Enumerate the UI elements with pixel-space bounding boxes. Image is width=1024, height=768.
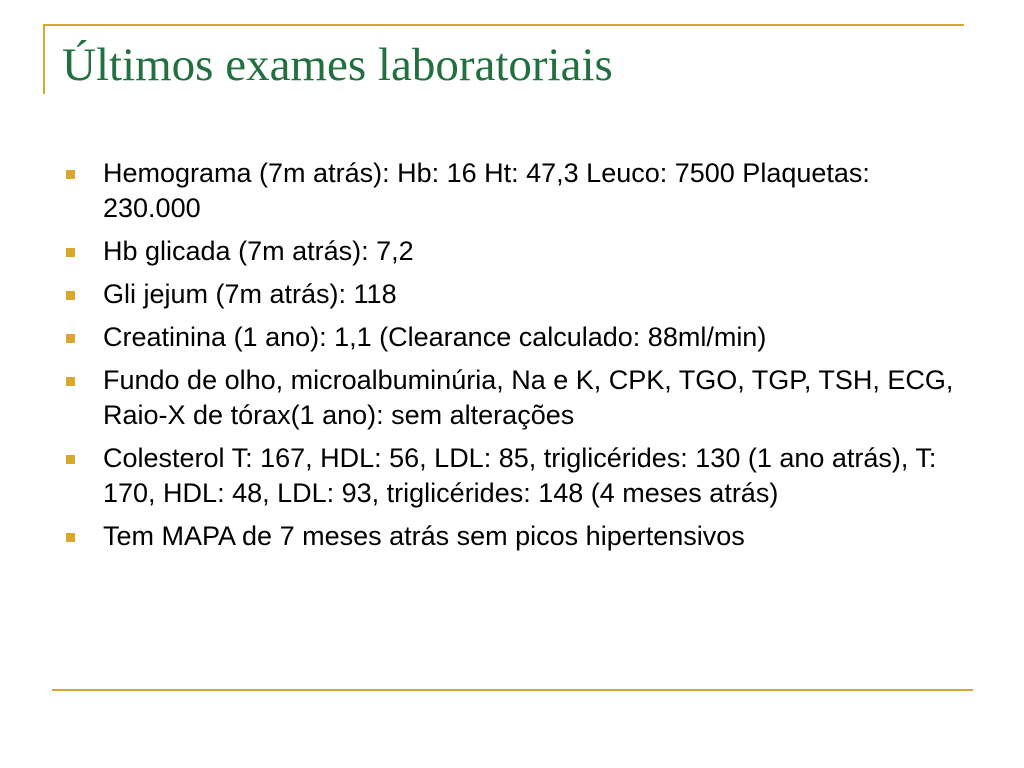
bullet-text: Colesterol T: 167, HDL: 56, LDL: 85, triglicérides: 130 (1 ano atrás), T: 170, HDL: 48, LDL: 93, triglicérides: 148 (4 meses atrás)	[103, 443, 937, 508]
bullet-item-creatinina	[66, 320, 966, 355]
bullet-item-hemograma	[66, 156, 966, 226]
square-bullet-icon	[66, 377, 75, 386]
square-bullet-icon	[66, 334, 75, 343]
bullet-text: Hemograma (7m atrás): Hb: 16 Ht: 47,3 Leuco: 7500 Plaquetas: 230.000	[103, 158, 870, 223]
square-bullet-icon	[66, 291, 75, 300]
square-bullet-icon	[66, 533, 75, 542]
bullet-item-mapa	[66, 519, 966, 554]
bullet-text: Fundo de olho, microalbuminúria, Na e K, CPK, TGO, TGP, TSH, ECG, Raio-X de tórax(1 ano): sem alterações	[103, 365, 954, 430]
bullet-item-fundo-de-olho	[66, 363, 966, 433]
frame-top-rule	[43, 24, 964, 26]
bullet-text: Tem MAPA de 7 meses atrás sem picos hipertensivos	[103, 521, 745, 551]
frame-bottom-rule	[52, 689, 973, 691]
bullet-text: Hb glicada (7m atrás): 7,2	[103, 236, 414, 266]
bullet-item-gli-jejum	[66, 277, 966, 312]
bullet-item-hb-glicada	[66, 234, 966, 269]
bullet-item-colesterol	[66, 441, 966, 511]
bullet-text: Creatinina (1 ano): 1,1 (Clearance calculado: 88ml/min)	[103, 322, 767, 352]
frame-left-rule	[43, 24, 45, 94]
square-bullet-icon	[66, 170, 75, 179]
bullet-list	[66, 156, 966, 562]
square-bullet-icon	[66, 455, 75, 464]
bullet-text: Gli jejum (7m atrás): 118	[103, 279, 397, 309]
slide-title: Últimos exames laboratoriais	[62, 39, 613, 91]
square-bullet-icon	[66, 248, 75, 257]
